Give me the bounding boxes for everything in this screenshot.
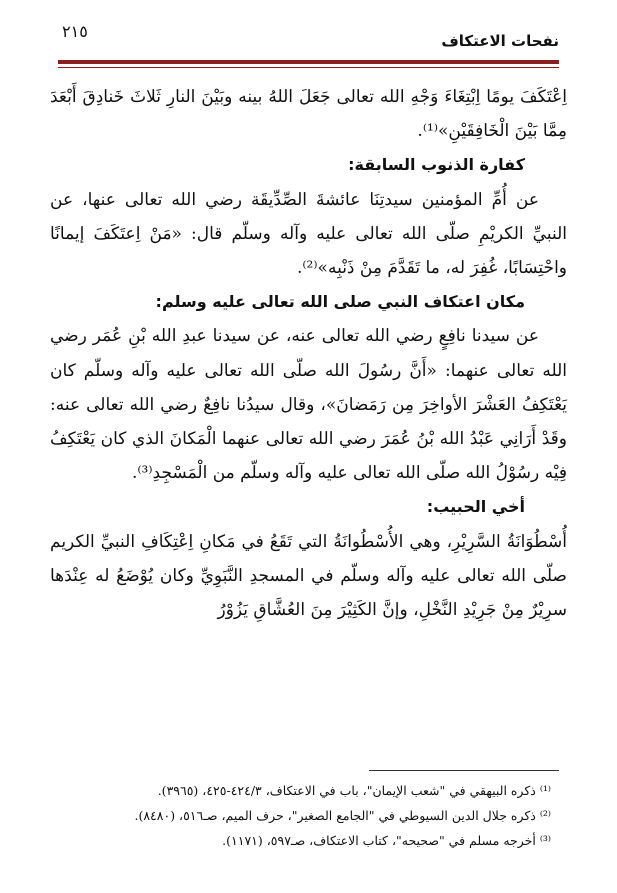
paragraph-4: أُسْطُوَانَةُ السَّرِيْرِ، وهي الأُسْطُوانَةُ التي تَقَعُ في مَكانِ اِعْتِكَافِ النبيِّ الكريم صلّى الله تعالى عليه وآله وسلّم في المسجدِ النَّبَوِيِّ وكان يُوْضَعُ له عِنْدَها سرِيْرٌ مِنْ جَرِيْدِ النَّخْلِ، وإنَّ الكَثِيْرَ مِنَ العُشَّاقِ يَزُوْرُ [50, 531, 567, 621]
heading-expiation: كفارة الذنوب السابقة: [348, 155, 525, 175]
main-text [50, 80, 567, 627]
paragraph-2: عن أُمِّ المؤمنين سيدتِنَا عائشةَ الصِّدِّيقَة رضي الله تعالى عنها، عن النبيِّ الكريْمِ صلّى الله تعالى عليه وآله وسلّم قال: «مَنْ اِعتَكَفَ إيمانًا واحْتِسَابًا، غُفِرَ له، ما تَقَدَّمَ مِنْ ذَنْبِه»⁽²⁾. [50, 189, 567, 279]
paragraph-1: اِعْتَكَفَ يومًا اِبْتِغَاءَ وَجْهِ الله تعالى جَعَلَ اللهُ بينه وبَيْنَ النارِ ثَلاثَ خَنادِقَ أَبْعَدَ مِمَّا بَيْنَ الْخَافِقَيْنِ»⁽¹⁾. [50, 87, 568, 142]
heading-prophet-itikaf-place: مكان اعتكاف النبي صلى الله تعالى عليه وسلم: [155, 292, 525, 312]
footnotes [58, 778, 559, 853]
heading-dear-brother: أخي الحبيب: [426, 497, 525, 517]
paragraph-3: عن سيدنا نافِعٍ رضي الله تعالى عنه، عن سيدنا عبدِ الله بْنِ عُمَر رضي الله تعالى عنهما: «أَنَّ رسُولَ الله صلّى الله تعالى عليه وآله وسلّم كان يَعْتَكِفُ العَشْرَ الأواخِرَ مِن رَمَضانَ»، وقال سيدُنا نافِعٌ رضي الله تعالى عنه: وقَدْ أَرَانِي عَبْدُ الله بْنُ عُمَرَ رضي الله تعالى عنهما الْمَكانَ الذي كان يَعْتَكِفُ فِيْه رسُوْلُ الله صلّى الله تعالى عليه وآله وسلّم من الْمَسْجِدِ⁽³⁾. [50, 326, 567, 484]
page-header [58, 22, 559, 52]
footnote-2: ⁽²⁾ ذكره جلال الدين السيوطي في "الجامع الصغير"، حرف الميم، صـ٥١٦، (٨٤٨٠). [134, 808, 551, 823]
page-number: ٢١٥ [62, 22, 88, 41]
header-rule-thin [58, 67, 559, 68]
header-rule-thick [58, 60, 559, 64]
book-title: نفحات الاعتكاف [441, 32, 559, 50]
footnote-3: ⁽³⁾ أخرجه مسلم في "صحيحه"، كتاب الاعتكاف، صـ٥٩٧، (١١٧١). [222, 833, 551, 848]
footnote-separator [369, 770, 559, 771]
footnote-1: ⁽¹⁾ ذكره البيهقي في "شعب الإيمان"، باب في الاعتكاف، ٤٢٤/٣-٤٢٥، (٣٩٦٥). [157, 783, 551, 798]
